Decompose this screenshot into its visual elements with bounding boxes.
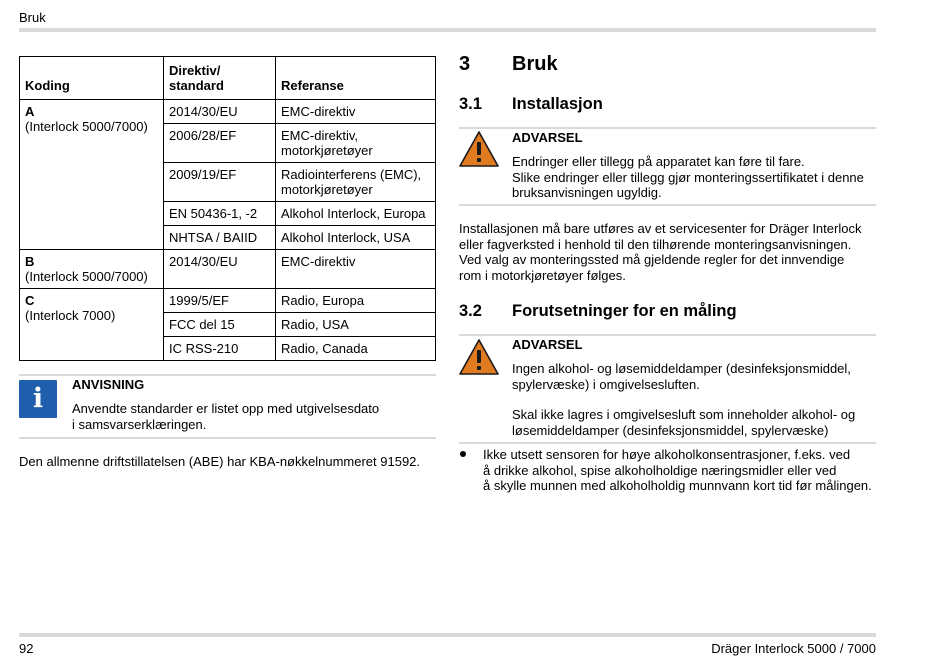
- note-line: Anvendte standarder er listet opp med utgivelsesdato: [72, 401, 380, 416]
- paragraph-gap: [512, 392, 876, 407]
- abe-text: Den allmenne driftstillatelsen (ABE) har KBA-nøkkelnummeret 91592.: [19, 454, 421, 469]
- product-name: Dräger Interlock 5000 / 7000: [711, 641, 876, 656]
- group-code: A: [25, 104, 35, 119]
- warning-line: Ingen alkohol- og løsemiddeldamper (desinfeksjonsmiddel,: [512, 361, 851, 376]
- warning-line: Skal ikke lagres i omgivelsesluft som inneholder alkohol- og: [512, 407, 856, 422]
- warning-line: spylervæske) i omgivelsesluften.: [512, 376, 700, 392]
- section-number: 3.1: [459, 95, 482, 113]
- standard-cell: 2014/30/EU: [164, 250, 276, 289]
- warning-title: ADVARSEL: [512, 337, 583, 352]
- group-variant: (Interlock 7000): [25, 308, 116, 323]
- note-rule-bottom: [19, 437, 436, 439]
- paragraph-line: Installasjonen må bare utføres av et servicesenter for Dräger Interlock: [459, 221, 862, 236]
- group-variant: (Interlock 5000/7000): [25, 269, 148, 284]
- standard-cell: 1999/5/EF: [164, 289, 276, 313]
- note-rule-top: [19, 374, 436, 376]
- column-header-referanse: Referanse: [276, 57, 436, 100]
- section-number: 3.2: [459, 302, 482, 320]
- reference-cell: Alkohol Interlock, Europa: [276, 202, 436, 226]
- paragraph-line: rom i motorkjøretøyer følges.: [459, 267, 626, 283]
- chapter-number: 3: [459, 53, 471, 75]
- warning-rule-bottom: [459, 442, 876, 444]
- standard-cell: 2009/19/EF: [164, 163, 276, 202]
- paragraph-line: Ved valg av monteringssted må gjeldende regler for det innvendige: [459, 252, 845, 267]
- table-row: [20, 289, 436, 313]
- bullet-line: Ikke utsett sensoren for høye alkoholkonsentrasjoner, f.eks. ved: [483, 447, 851, 462]
- group-code: C: [25, 293, 35, 308]
- reference-cell: Radio, Canada: [276, 337, 436, 361]
- column-header-standard-line2: standard: [169, 78, 224, 93]
- standard-cell: IC RSS-210: [164, 337, 276, 361]
- standard-cell: 2014/30/EU: [164, 100, 276, 124]
- group-code: B: [25, 254, 35, 269]
- note-title: ANVISNING: [72, 377, 145, 392]
- warning-line: løsemiddeldamper (desinfeksjonsmiddel, spylervæske): [512, 422, 829, 438]
- reference-cell: EMC-direktiv: [276, 100, 436, 124]
- reference-cell: Alkohol Interlock, USA: [276, 226, 436, 250]
- bullet-text: [483, 447, 876, 494]
- standard-cell: FCC del 15: [164, 313, 276, 337]
- warning-text: [512, 154, 876, 201]
- running-header: Bruk: [19, 10, 46, 25]
- section-title: Installasjon: [512, 95, 603, 113]
- page-number: 92: [19, 641, 34, 656]
- bullet-icon: [460, 451, 466, 457]
- warning-rule-top: [459, 334, 876, 336]
- reference-cell: EMC-direktiv: [276, 250, 436, 289]
- table-row: [20, 100, 436, 124]
- warning-text: [512, 361, 876, 438]
- warning-line: bruksanvisningen ugyldig.: [512, 185, 662, 200]
- table-header-row: [20, 57, 436, 100]
- section-title: Forutsetninger for en måling: [512, 302, 737, 320]
- reference-cell: Radio, Europa: [276, 289, 436, 313]
- group-c-cell: [20, 289, 164, 361]
- header-rule: [19, 28, 876, 32]
- note-text: [72, 401, 379, 432]
- group-b-cell: [20, 250, 164, 289]
- warning-rule-top: [459, 127, 876, 129]
- info-icon: i: [19, 380, 57, 418]
- warning-triangle-icon: [459, 339, 499, 375]
- standards-table: [19, 56, 436, 361]
- standard-cell: EN 50436-1, -2: [164, 202, 276, 226]
- warning-triangle-icon: [459, 131, 499, 167]
- warning-line: Slike endringer eller tillegg gjør monteringssertifikatet i denne: [512, 169, 864, 185]
- bullet-line: å drikke alkohol, spise alkoholholdige næringsmidler eller ved: [483, 462, 837, 478]
- chapter-title: Bruk: [512, 53, 558, 75]
- warning-rule-bottom: [459, 204, 876, 206]
- group-a-cell: [20, 100, 164, 250]
- column-header-standard-line1: Direktiv/: [169, 63, 221, 78]
- column-header-koding: Koding: [20, 57, 164, 100]
- paragraph-line: eller fagverksted i henhold til den tilhørende monteringsanvisningen.: [459, 236, 852, 252]
- note-line: i samsvarserklæringen.: [72, 416, 207, 432]
- table-row: [20, 250, 436, 289]
- warning-title: ADVARSEL: [512, 130, 583, 145]
- reference-cell: Radiointerferens (EMC), motorkjøretøyer: [276, 163, 436, 202]
- reference-cell: Radio, USA: [276, 313, 436, 337]
- group-variant: (Interlock 5000/7000): [25, 119, 148, 134]
- bullet-line: å skylle munnen med alkoholholdig munnvann kort tid før målingen.: [483, 478, 872, 493]
- installation-paragraph: [459, 221, 876, 283]
- reference-cell: EMC-direktiv, motorkjøretøyer: [276, 124, 436, 163]
- footer-rule: [19, 633, 876, 637]
- standard-cell: 2006/28/EF: [164, 124, 276, 163]
- standard-cell: NHTSA / BAIID: [164, 226, 276, 250]
- warning-line: Endringer eller tillegg på apparatet kan føre til fare.: [512, 154, 805, 169]
- column-header-standard: [164, 57, 276, 100]
